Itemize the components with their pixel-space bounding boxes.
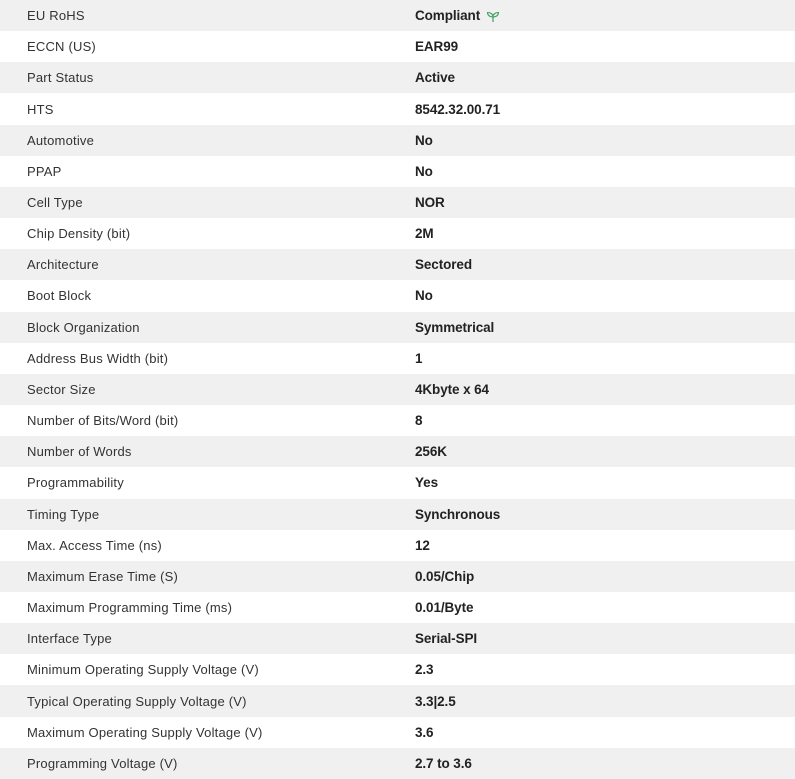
spec-label: Programmability: [27, 475, 124, 491]
spec-row-max-access-time: [0, 530, 795, 561]
spec-value: 3.6: [415, 724, 434, 740]
spec-label: Minimum Operating Supply Voltage (V): [27, 662, 259, 678]
spec-label: EU RoHS: [27, 8, 85, 24]
spec-row-boot-block: [0, 280, 795, 311]
spec-value: Synchronous: [415, 506, 501, 522]
spec-label: Timing Type: [27, 506, 100, 522]
spec-row-programmability: [0, 467, 795, 498]
spec-row-automotive: [0, 125, 795, 156]
spec-row-sector-size: [0, 374, 795, 405]
spec-row-eu-rohs: [0, 0, 795, 31]
spec-value: EAR99: [415, 39, 459, 55]
spec-label: Maximum Programming Time (ms): [27, 600, 233, 616]
spec-value: 2.3: [415, 662, 434, 678]
spec-label: ECCN (US): [27, 39, 96, 55]
spec-row-part-status: [0, 62, 795, 93]
spec-value: No: [415, 288, 433, 304]
spec-label: Max. Access Time (ns): [27, 537, 162, 553]
spec-label: Architecture: [27, 257, 99, 273]
spec-label: Block Organization: [27, 319, 140, 335]
spec-value: 2M: [415, 226, 434, 242]
spec-label: Maximum Erase Time (S): [27, 568, 179, 584]
spec-row-max-programming-time: [0, 592, 795, 623]
spec-value: 0.01/Byte: [415, 600, 474, 616]
spec-row-number-of-words: [0, 436, 795, 467]
spec-value: 1: [415, 350, 423, 366]
spec-row-architecture: [0, 249, 795, 280]
spec-value: No: [415, 163, 433, 179]
spec-value: Serial-SPI: [415, 631, 478, 647]
spec-label: Interface Type: [27, 631, 112, 647]
spec-label: Address Bus Width (bit): [27, 350, 169, 366]
spec-label: Number of Bits/Word (bit): [27, 413, 179, 429]
spec-row-max-supply-voltage: [0, 717, 795, 748]
spec-value: 3.3|2.5: [415, 693, 456, 709]
spec-label: Cell Type: [27, 195, 83, 211]
spec-row-typical-supply-voltage: [0, 685, 795, 716]
spec-value: 8542.32.00.71: [415, 101, 501, 117]
leaf-icon: [486, 11, 500, 23]
spec-value: Yes: [415, 475, 438, 491]
spec-label: Typical Operating Supply Voltage (V): [27, 693, 247, 709]
spec-row-cell-type: [0, 187, 795, 218]
spec-value: Active: [415, 70, 455, 86]
spec-row-block-organization: [0, 312, 795, 343]
spec-value-cell: [415, 0, 795, 31]
spec-row-chip-density: [0, 218, 795, 249]
spec-value: NOR: [415, 195, 445, 211]
spec-label: HTS: [27, 101, 54, 117]
spec-row-bits-per-word: [0, 405, 795, 436]
spec-label: Maximum Operating Supply Voltage (V): [27, 724, 263, 740]
spec-label: Automotive: [27, 132, 95, 148]
spec-row-address-bus-width: [0, 343, 795, 374]
spec-row-hts: [0, 93, 795, 124]
spec-value: Symmetrical: [415, 319, 495, 335]
spec-label: Chip Density (bit): [27, 226, 131, 242]
spec-row-programming-voltage: [0, 748, 795, 779]
spec-value: 4Kbyte x 64: [415, 381, 489, 397]
spec-value: 12: [415, 537, 430, 553]
spec-label: Sector Size: [27, 381, 96, 397]
spec-label: Boot Block: [27, 288, 92, 304]
spec-value: 0.05/Chip: [415, 568, 475, 584]
spec-label: PPAP: [27, 163, 62, 179]
spec-value: No: [415, 132, 433, 148]
spec-label: Number of Words: [27, 444, 132, 460]
spec-row-interface-type: [0, 623, 795, 654]
spec-row-min-supply-voltage: [0, 654, 795, 685]
spec-row-max-erase-time: [0, 561, 795, 592]
spec-value: 2.7 to 3.6: [415, 755, 472, 771]
spec-label: Part Status: [27, 70, 94, 86]
spec-value: Compliant: [415, 8, 481, 24]
spec-row-ppap: [0, 156, 795, 187]
spec-value: 256K: [415, 444, 447, 460]
spec-label: Programming Voltage (V): [27, 755, 178, 771]
spec-value: 8: [415, 413, 423, 429]
spec-row-eccn: [0, 31, 795, 62]
spec-value: Sectored: [415, 257, 472, 273]
spec-row-timing-type: [0, 499, 795, 530]
